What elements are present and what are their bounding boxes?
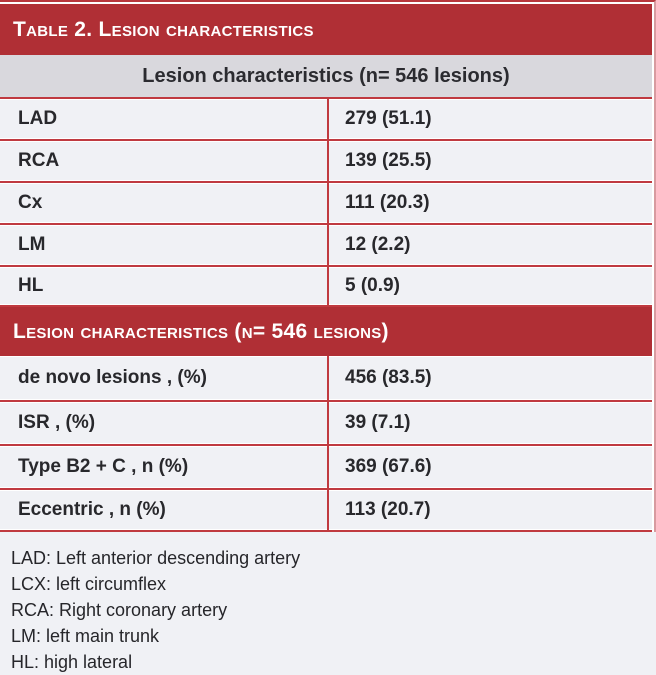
row-value: 12 (2.2) bbox=[327, 225, 652, 265]
table-row bbox=[0, 181, 652, 223]
table-row bbox=[0, 444, 652, 488]
footnote-lad: LAD: Left anterior descending artery bbox=[11, 548, 301, 568]
table-title-bar bbox=[0, 4, 652, 55]
table-subheader bbox=[0, 55, 652, 97]
table-row bbox=[0, 488, 652, 532]
row-value: 113 (20.7) bbox=[327, 490, 652, 530]
row-value: 139 (25.5) bbox=[327, 141, 652, 181]
footnote-lcx: LCX: left circumflex bbox=[11, 574, 167, 594]
lesion-section-title: Lesion characteristics (n= 546 lesions) bbox=[13, 319, 389, 343]
row-label: LM bbox=[18, 234, 46, 255]
vessel-rows bbox=[0, 97, 652, 307]
lesion-rows bbox=[0, 356, 652, 532]
table-row bbox=[0, 139, 652, 181]
row-value: 456 (83.5) bbox=[327, 356, 652, 400]
table-row bbox=[0, 265, 652, 307]
footnote-lm: LM: left main trunk bbox=[11, 626, 160, 646]
footnote-rca: RCA: Right coronary artery bbox=[11, 600, 228, 620]
row-value: 39 (7.1) bbox=[327, 402, 652, 444]
table-row bbox=[0, 400, 652, 444]
subheader-label: Lesion characteristics (n= 546 lesions) bbox=[142, 64, 510, 87]
row-value: 369 (67.6) bbox=[327, 446, 652, 488]
row-label: RCA bbox=[18, 150, 60, 171]
row-label: Eccentric , n (%) bbox=[18, 499, 166, 520]
row-value: 5 (0.9) bbox=[327, 267, 652, 305]
row-value: 279 (51.1) bbox=[327, 99, 652, 139]
lesion-section-header bbox=[0, 307, 652, 356]
row-label: ISR , (%) bbox=[18, 412, 96, 433]
row-label: Cx bbox=[18, 192, 43, 213]
table-title: Table 2. Lesion characteristics bbox=[13, 17, 314, 41]
table-row bbox=[0, 356, 652, 400]
row-value: 111 (20.3) bbox=[327, 183, 652, 223]
table-row bbox=[0, 223, 652, 265]
footnote-hl: HL: high lateral bbox=[11, 652, 133, 672]
row-label: LAD bbox=[18, 108, 58, 129]
table-row bbox=[0, 97, 652, 139]
footnotes bbox=[0, 532, 656, 675]
table-inner bbox=[0, 4, 652, 532]
row-label: de novo lesions , (%) bbox=[18, 367, 207, 388]
row-label: HL bbox=[18, 275, 44, 296]
row-label: Type B2 + C , n (%) bbox=[18, 456, 189, 477]
